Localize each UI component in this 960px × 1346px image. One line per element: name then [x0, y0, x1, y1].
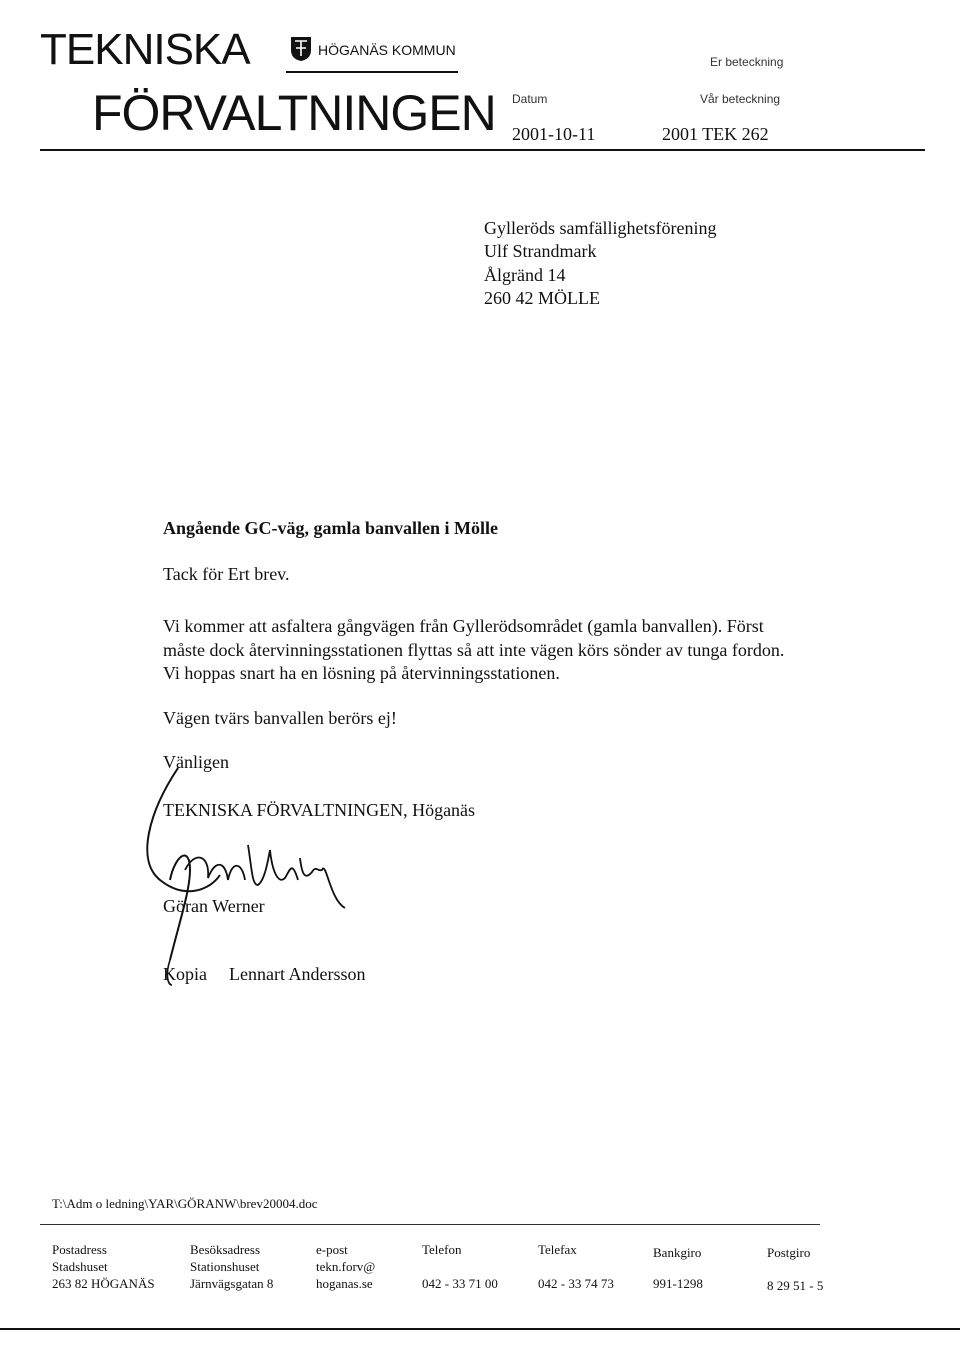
footer-rule [40, 1224, 820, 1225]
org-signature-line: TEKNISKA FÖRVALTNINGEN, Höganäs [163, 800, 476, 820]
logo-line1: TEKNISKA [40, 25, 250, 74]
letter-greeting: Tack för Ert brev. [163, 564, 290, 584]
epost-line1: tekn.forv@ [316, 1259, 376, 1274]
postgiro-label: Postgiro [767, 1245, 811, 1260]
paragraph1-line2: måste dock återvinningsstationen flyttas så att inte vägen körs sönder av tunga fordon. [163, 640, 785, 660]
er-beteckning-label: Er beteckning [710, 55, 784, 69]
logo-rule [286, 71, 458, 73]
copy-label: Kopia [163, 964, 207, 984]
letter-subject: Angående GC-väg, gamla banvallen i Mölle [163, 518, 499, 538]
postadress-line2: 263 82 HÖGANÄS [52, 1276, 155, 1291]
copy-name: Lennart Andersson [229, 964, 366, 984]
closing: Vänligen [163, 752, 229, 772]
besoksadress-line2: Järnvägsgatan 8 [190, 1276, 274, 1291]
paragraph1-line1: Vi kommer att asfaltera gångvägen från Gyllerödsområdet (gamla banvallen). Först [163, 616, 764, 636]
telefon-value: 042 - 33 71 00 [422, 1276, 498, 1291]
var-beteckning-label: Vår beteckning [700, 92, 781, 106]
paragraph2: Vägen tvärs banvallen berörs ej! [163, 708, 397, 728]
bankgiro-value: 991-1298 [653, 1276, 703, 1291]
postgiro-value: 8 29 51 - 5 [767, 1278, 824, 1293]
recipient-line1: Gylleröds samfällighetsförening [484, 218, 717, 238]
epost-line2: hoganas.se [316, 1276, 373, 1291]
page-bottom-rule [0, 1328, 960, 1330]
signatory-name: Göran Werner [163, 896, 265, 916]
recipient-line4: 260 42 MÖLLE [484, 288, 600, 308]
file-path: T:\Adm o ledning\YAR\GÖRANW\brev20004.doc [52, 1196, 318, 1211]
header-rule [40, 149, 925, 151]
telefon-label: Telefon [422, 1242, 462, 1257]
datum-value: 2001-10-11 [512, 124, 596, 144]
recipient-line3: Ålgränd 14 [484, 265, 566, 285]
epost-label: e-post [316, 1242, 348, 1257]
municipality-crest-icon [290, 36, 312, 62]
logo-line2: FÖRVALTNINGEN [92, 85, 496, 141]
postadress-line1: Stadshuset [52, 1259, 108, 1274]
telefax-label: Telefax [538, 1242, 577, 1257]
telefax-value: 042 - 33 74 73 [538, 1276, 614, 1291]
bankgiro-label: Bankgiro [653, 1245, 702, 1260]
recipient-line2: Ulf Strandmark [484, 241, 597, 261]
var-beteckning-value: 2001 TEK 262 [662, 124, 769, 144]
postadress-label: Postadress [52, 1242, 107, 1257]
besoksadress-line1: Stationshuset [190, 1259, 260, 1274]
paragraph1-line3: Vi hoppas snart ha en lösning på återvinningsstationen. [163, 663, 560, 683]
municipality-name: HÖGANÄS KOMMUN [318, 42, 456, 58]
handwritten-signature [130, 760, 370, 990]
besoksadress-label: Besöksadress [190, 1242, 261, 1257]
datum-label: Datum [512, 92, 548, 106]
